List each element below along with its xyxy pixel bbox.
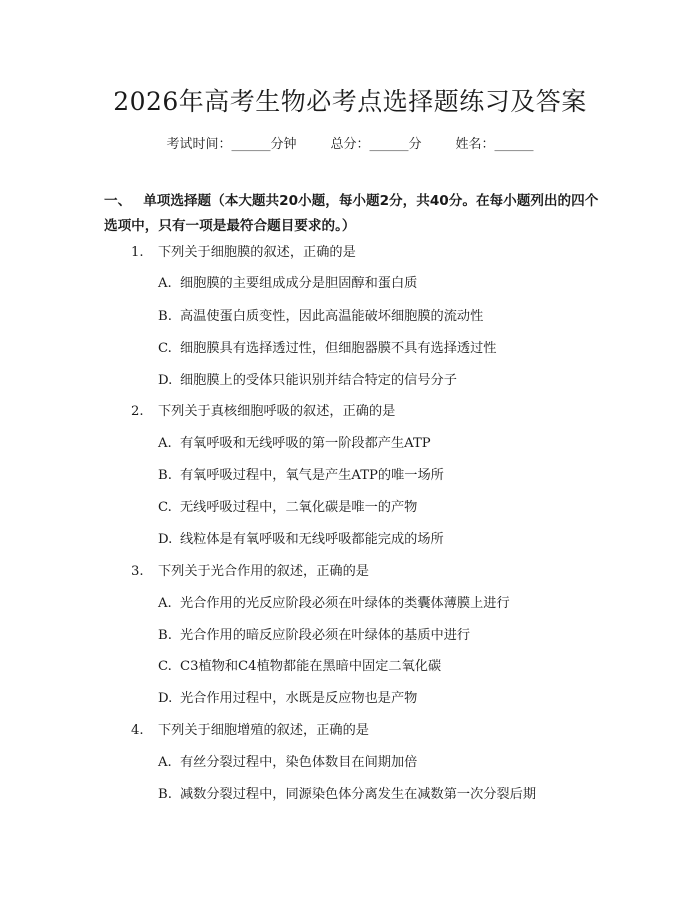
- option-text: 有氧呼吸过程中，氧气是产生ATP的唯一场所: [180, 468, 444, 483]
- option-text: 光合作用的暗反应阶段必须在叶绿体的基质中进行: [180, 628, 471, 643]
- option-letter: D.: [158, 373, 173, 388]
- option-letter: A.: [158, 276, 172, 291]
- option-text: 高温使蛋白质变性，因此高温能破坏细胞膜的流动性: [180, 309, 484, 324]
- option-letter: B.: [158, 628, 172, 643]
- section-heading: [104, 189, 609, 239]
- option-text: 减数分裂过程中，同源染色体分离发生在减数第一次分裂后期: [180, 787, 537, 802]
- option-text: 有氧呼吸和无线呼吸的第一阶段都产生ATP: [180, 436, 431, 451]
- student-name-field: 姓名：______: [455, 137, 534, 152]
- option-text: 有丝分裂过程中，染色体数目在间期加倍: [180, 755, 418, 770]
- option-letter: B.: [158, 309, 172, 324]
- option-letter: D.: [158, 532, 173, 547]
- section-instructions: 单项选择题（本大题共20小题，每小题2分，共40分。在每小题列出的四个选项中，只有一项是最符合题目要求的。）: [104, 193, 599, 234]
- exam-time-field: 考试时间：______分钟: [166, 137, 297, 152]
- option-text: 细胞膜上的受体只能识别并结合特定的信号分子: [180, 373, 457, 388]
- question-stem: 下列关于光合作用的叙述，正确的是: [158, 564, 369, 579]
- question-number: 2.: [131, 404, 144, 419]
- option-text: 光合作用过程中，水既是反应物也是产物: [180, 691, 418, 706]
- option-letter: A.: [158, 596, 172, 611]
- option-letter: A.: [158, 755, 172, 770]
- option-letter: A.: [158, 436, 172, 451]
- option-letter: B.: [158, 787, 172, 802]
- option-letter: D.: [158, 691, 173, 706]
- option-letter: B.: [158, 468, 172, 483]
- option-text: 光合作用的光反应阶段必须在叶绿体的类囊体薄膜上进行: [180, 596, 510, 611]
- option-text: 线粒体是有氧呼吸和无线呼吸都能完成的场所: [180, 532, 444, 547]
- question-stem: 下列关于细胞膜的叙述，正确的是: [158, 245, 356, 260]
- exam-info-line: [0, 133, 700, 152]
- question-number: 3.: [131, 564, 144, 579]
- option-text: 无线呼吸过程中，二氧化碳是唯一的产物: [180, 500, 418, 515]
- question-stem: 下列关于细胞增殖的叙述，正确的是: [158, 723, 369, 738]
- option-text: C3植物和C4植物都能在黑暗中固定二氧化碳: [180, 659, 442, 674]
- section-number: 一、: [104, 193, 132, 209]
- option-letter: C.: [158, 659, 172, 674]
- question-number: 1.: [131, 245, 144, 260]
- option-letter: C.: [158, 341, 172, 356]
- option-text: 细胞膜具有选择透过性，但细胞器膜不具有选择透过性: [180, 341, 497, 356]
- option-text: 细胞膜的主要组成成分是胆固醇和蛋白质: [180, 276, 418, 291]
- question-stem: 下列关于真核细胞呼吸的叙述，正确的是: [158, 404, 396, 419]
- option-letter: C.: [158, 500, 172, 515]
- document-title: 2026年高考生物必考点选择题练习及答案: [113, 87, 587, 116]
- total-score-field: 总分：______分: [330, 137, 422, 152]
- question-number: 4.: [131, 723, 144, 738]
